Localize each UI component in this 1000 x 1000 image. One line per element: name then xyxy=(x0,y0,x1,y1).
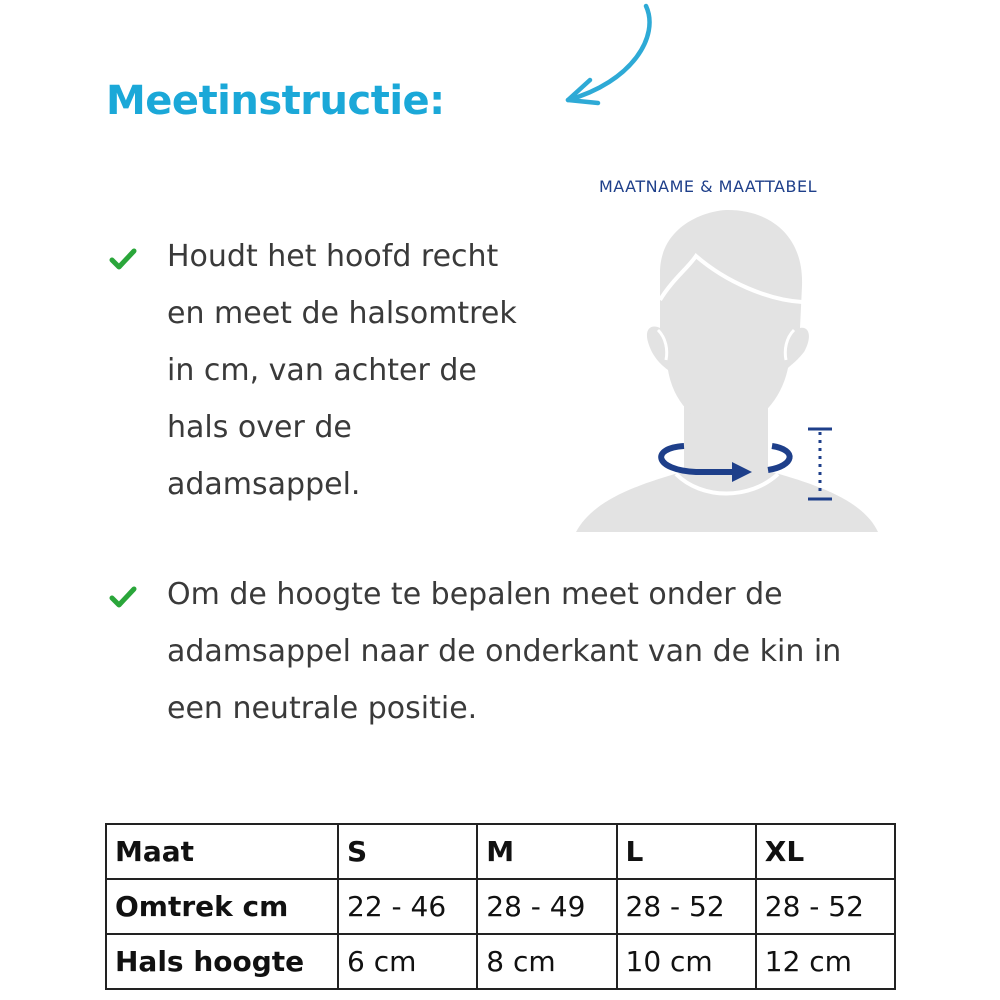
size-table xyxy=(105,823,896,990)
checkmark-icon xyxy=(109,585,137,609)
table-cell: 22 - 46 xyxy=(338,879,477,934)
table-cell: 28 - 52 xyxy=(756,879,895,934)
row-label: Hals hoogte xyxy=(106,934,338,989)
table-cell: 8 cm xyxy=(477,934,616,989)
instruction-line: Om de hoogte te bepalen meet onder de xyxy=(167,577,783,612)
curved-arrow-icon xyxy=(556,0,666,112)
table-cell: 12 cm xyxy=(756,934,895,989)
checkmark-icon xyxy=(109,247,137,271)
neck-measurement-illustration xyxy=(572,210,882,540)
row-label: Omtrek cm xyxy=(106,879,338,934)
instruction-line: en meet de halsomtrek xyxy=(167,296,517,331)
page-title: Meetinstructie: xyxy=(106,78,445,124)
header-cell: XL xyxy=(756,824,895,879)
instruction-line: adamsappel. xyxy=(167,467,361,502)
instruction-line: adamsappel naar de onderkant van de kin in xyxy=(167,634,842,669)
table-row xyxy=(106,879,895,934)
table-cell: 10 cm xyxy=(617,934,756,989)
header-cell: Maat xyxy=(106,824,338,879)
instruction-height xyxy=(167,566,947,737)
header-cell: S xyxy=(338,824,477,879)
table-cell: 28 - 49 xyxy=(477,879,616,934)
header-cell: M xyxy=(477,824,616,879)
table-row xyxy=(106,934,895,989)
table-cell: 6 cm xyxy=(338,934,477,989)
table-cell: 28 - 52 xyxy=(617,879,756,934)
instruction-line: in cm, van achter de xyxy=(167,353,477,388)
figure-caption: MAATNAME & MAATTABEL xyxy=(598,177,817,196)
instruction-line: een neutrale positie. xyxy=(167,691,478,726)
instruction-line: hals over de xyxy=(167,410,352,445)
table-header-row xyxy=(106,824,895,879)
instruction-circumference xyxy=(167,228,567,513)
header-cell: L xyxy=(617,824,756,879)
instruction-line: Houdt het hoofd recht xyxy=(167,239,499,274)
